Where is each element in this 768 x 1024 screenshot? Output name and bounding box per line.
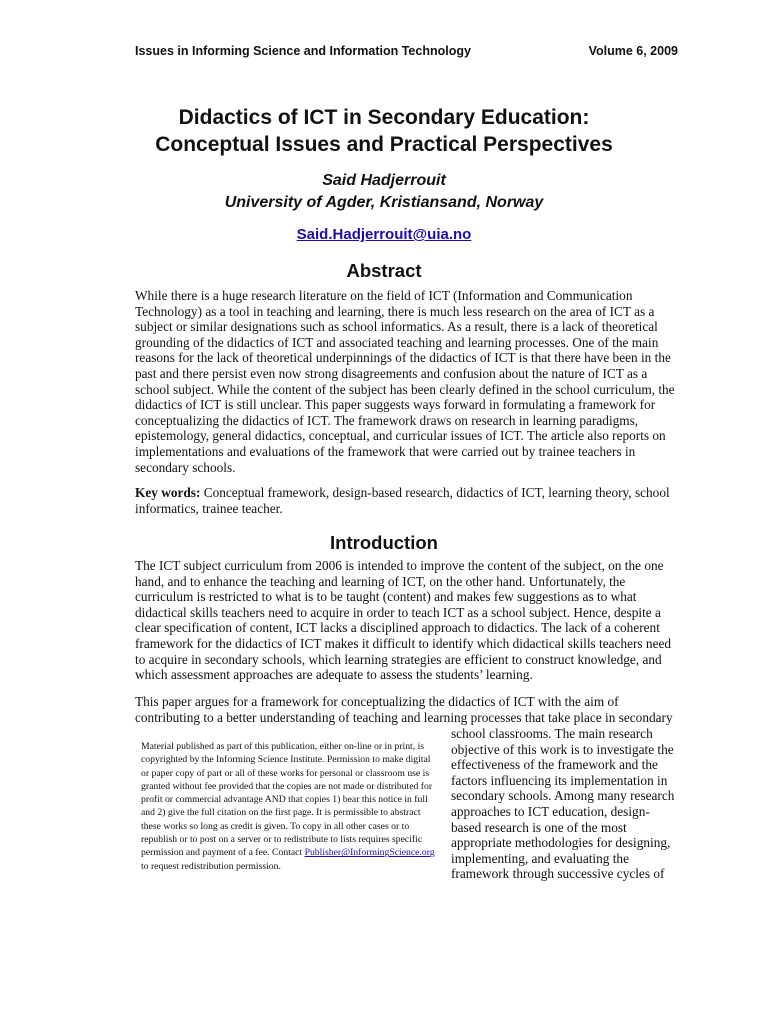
keywords-paragraph	[135, 485, 677, 516]
introduction-paragraph-1: The ICT subject curriculum from 2006 is intended to improve the content of the subject, on the one hand, and to enhance the teaching and learning of ICT, on the other hand. Unfortunately, the curriculum is restricted to what is to be taught (content) and makes few suggestions as to what didactical skills teachers need to acquire in order to teach ICT as a school subject. Hence, despite a clear specification of content, ICT lacks a disciplined approach to didactics. The lack of a coherent framework for the didactics of ICT makes it difficult to identify which didactical skills teachers need to acquire in secondary schools, which learning strategies are efficient to construct knowledge, and which assessment approaches are adequate to assess the students’ learning.	[135, 558, 672, 683]
abstract-heading: Abstract	[346, 260, 422, 281]
running-head	[135, 44, 678, 58]
introduction-paragraph-2-column: school classrooms. The main research objective of this work is to investigate the effectiveness of the framework and the factors influencing its implementation in secondary schools. Among many research approaches to ICT education, design-based research is one of the most appropriate methodologies for designing, implementing, and evaluating the framework through successive cycles of	[451, 726, 675, 882]
introduction-heading: Introduction	[330, 532, 438, 553]
author-block	[100, 170, 668, 214]
keywords-label: Key words:	[135, 485, 201, 500]
title-line-2: Conceptual Issues and Practical Perspectives	[155, 133, 613, 156]
introduction-paragraph-2: This paper argues for a framework for conceptualizing the didactics of ICT with the aim of contributing to a better understanding of teaching and learning processes that take place in secondary	[135, 694, 673, 725]
author-email-link[interactable]: Said.Hadjerrouit@uia.no	[296, 226, 472, 243]
author-name: Said Hadjerrouit	[322, 172, 446, 189]
author-email-block	[100, 226, 668, 243]
paper-title	[100, 104, 668, 158]
publisher-email-link[interactable]: Publisher@InformingScience.org	[304, 847, 435, 859]
journal-name: Issues in Informing Science and Information Technology	[135, 44, 471, 58]
copyright-notice	[141, 740, 436, 873]
copyright-text: Material published as part of this publication, either on-line or in print, is copyrighted by the Informing Science Institute. Permission to make digital or paper copy of part or all of these works for personal or classroom use is granted without fee provided that the copies are not made or distributed for profit or commercial advantage AND that copies 1) bear this notice in full and 2) give the full citation on the first page. It is permissible to abstract these works so long as credit is given. To copy in all other cases or to republish or to post on a server or to redistribute to lists requires specific permission and payment of a fee. Contact	[141, 741, 433, 859]
author-affiliation: University of Agder, Kristiansand, Norway	[224, 194, 544, 211]
keywords-text: Conceptual framework, design-based research, didactics of ICT, learning theory, school informatics, trainee teacher.	[135, 485, 670, 516]
abstract-text: While there is a huge research literature on the field of ICT (Information and Communication Technology) as a tool in teaching and learning, there is much less research on the area of ICT as a subject or similar designations such as school informatics. As a result, there is a lack of theoretical grounding of the didactics of ICT and associated teaching and learning processes. One of the main reasons for the lack of theoretical underpinnings of the didactics of ICT is that there have been in the past and there persist even now strong disagreements and confusion about the nature of ICT as a school subject. While the content of the subject has been clearly defined in the school curriculum, the didactics of ICT is still unclear. This paper suggests ways forward in formulating a framework for conceptualizing the didactics of ICT. The framework draws on research in learning paradigms, epistemology, general didactics, conceptual, and curricular issues of ICT. The article also reports on implementations and evaluations of the framework that were carried out by trainee teachers in secondary schools.	[135, 288, 675, 475]
volume-label: Volume 6, 2009	[588, 44, 678, 58]
copyright-text-end: to request redistribution permission.	[141, 860, 281, 872]
title-line-1: Didactics of ICT in Secondary Education:	[178, 106, 590, 129]
